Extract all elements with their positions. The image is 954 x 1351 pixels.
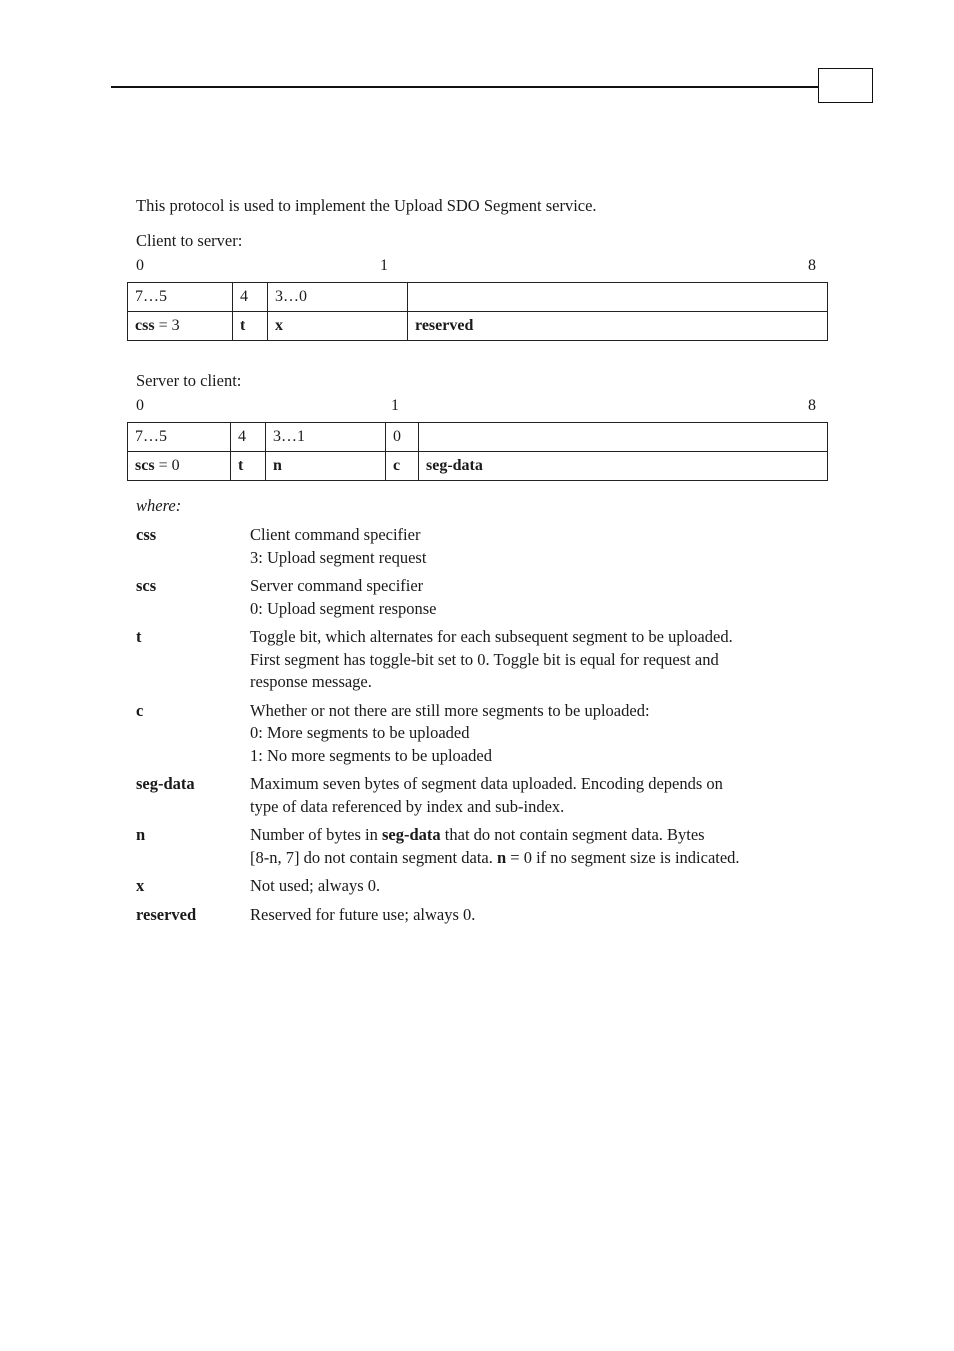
definition-term: seg-data xyxy=(136,774,195,793)
definition-term: n xyxy=(136,825,146,844)
definition-description xyxy=(250,904,826,927)
cs-reserved-cell xyxy=(408,312,828,341)
sc-bit-row xyxy=(128,423,828,452)
definition-line: type of data referenced by index and sub-index. xyxy=(250,796,565,816)
definition-t xyxy=(136,626,826,694)
server-to-client-label: Server to client: xyxy=(136,371,242,390)
server-to-client-frame xyxy=(127,422,828,481)
definition-description xyxy=(250,524,826,569)
definition-line: Server command specifier xyxy=(250,576,424,595)
definition-term: scs xyxy=(136,576,157,595)
inline-term: n xyxy=(496,847,507,867)
definition-term: t xyxy=(136,627,142,646)
sc-byte-label-8: 8 xyxy=(808,397,816,414)
sc-c-field: c xyxy=(393,457,401,474)
definition-description xyxy=(250,626,826,694)
definition-description xyxy=(250,700,826,768)
sc-scs-cell xyxy=(128,452,231,481)
cs-bits-7-5: 7…5 xyxy=(128,283,233,312)
css-term: css xyxy=(135,317,155,334)
sc-byte-label-1: 1 xyxy=(391,397,399,414)
sc-bits-3-1: 3…1 xyxy=(266,423,386,452)
definition-line: Whether or not there are still more segments to be uploaded: xyxy=(250,700,650,720)
definition-line: Client command specifier xyxy=(250,525,421,544)
definition-term: x xyxy=(136,876,145,895)
definition-c xyxy=(136,700,826,768)
cs-bit-4: 4 xyxy=(233,283,268,312)
definition-line: Maximum seven bytes of segment data uploaded. Encoding depends on xyxy=(250,774,723,793)
text-fragment: = 0 if no segment size is indicated. xyxy=(506,847,740,867)
client-to-server-frame xyxy=(127,282,828,341)
definition-term: reserved xyxy=(136,904,197,924)
cs-bits-3-0: 3…0 xyxy=(268,283,408,312)
definition-term: c xyxy=(136,700,144,720)
definition-line: response message. xyxy=(250,672,372,691)
definition-description xyxy=(250,875,826,898)
sc-t-field: t xyxy=(238,457,244,474)
where-label: where: xyxy=(136,496,182,515)
sc-bits-7-5: 7…5 xyxy=(128,423,231,452)
cs-byte-label-8: 8 xyxy=(808,257,816,274)
definition-description xyxy=(250,773,826,818)
definition-line: 0: More segments to be uploaded xyxy=(250,723,470,742)
definition-line: First segment has toggle-bit set to 0. Toggle bit is equal for request and xyxy=(250,649,719,669)
text-fragment: [8-n, 7] do not contain segment data. xyxy=(250,847,497,867)
sc-seg-data-cell xyxy=(419,452,828,481)
cs-empty-cell xyxy=(408,283,828,312)
cs-byte-label-1: 1 xyxy=(380,257,388,274)
cs-field-row xyxy=(128,312,828,341)
definition-line xyxy=(250,824,826,847)
cs-x-field: x xyxy=(275,317,283,334)
definition-term: css xyxy=(136,525,157,544)
cs-css-cell xyxy=(128,312,233,341)
inline-term: seg-data xyxy=(381,825,441,844)
scs-value: = 0 xyxy=(154,457,180,474)
definition-css xyxy=(136,524,826,569)
intro-paragraph: This protocol is used to implement the Upload SDO Segment service. xyxy=(136,196,597,215)
definition-scs xyxy=(136,575,826,620)
definition-description xyxy=(250,575,826,620)
sc-n-field: n xyxy=(273,457,282,474)
cs-x-cell xyxy=(268,312,408,341)
sc-byte-label-0: 0 xyxy=(136,397,144,414)
text-fragment: that do not contain segment data. Bytes xyxy=(440,825,705,844)
definition-list xyxy=(136,524,826,932)
definition-description xyxy=(250,824,826,869)
cs-reserved-field: reserved xyxy=(415,317,474,334)
definition-line: Toggle bit, which alternates for each subsequent segment to be uploaded. xyxy=(250,627,733,646)
sc-field-row xyxy=(128,452,828,481)
cs-t-field: t xyxy=(240,317,246,334)
definition-line: 3: Upload segment request xyxy=(250,547,427,567)
definition-line: Not used; always 0. xyxy=(250,876,381,895)
scs-term: scs xyxy=(135,457,155,474)
page-number-box xyxy=(818,68,873,103)
definition-line: Reserved for future use; always 0. xyxy=(250,904,476,924)
definition-n xyxy=(136,824,826,869)
header-rule xyxy=(111,86,819,88)
sc-empty-cell xyxy=(419,423,828,452)
sc-seg-data-field: seg-data xyxy=(426,457,483,474)
sc-bit-0: 0 xyxy=(386,423,419,452)
cs-t-cell xyxy=(233,312,268,341)
definition-reserved xyxy=(136,904,826,927)
sc-t-cell xyxy=(231,452,266,481)
definition-line xyxy=(250,847,826,870)
definition-seg-data xyxy=(136,773,826,818)
sc-n-cell xyxy=(266,452,386,481)
css-value: = 3 xyxy=(154,317,180,334)
definition-line: 0: Upload segment response xyxy=(250,598,437,618)
sc-bit-4: 4 xyxy=(231,423,266,452)
definition-line: 1: No more segments to be uploaded xyxy=(250,745,492,765)
definition-x xyxy=(136,875,826,898)
cs-bit-row xyxy=(128,283,828,312)
sc-c-cell xyxy=(386,452,419,481)
client-to-server-label: Client to server: xyxy=(136,231,243,250)
text-fragment: Number of bytes in xyxy=(250,825,382,844)
cs-byte-label-0: 0 xyxy=(136,257,144,274)
